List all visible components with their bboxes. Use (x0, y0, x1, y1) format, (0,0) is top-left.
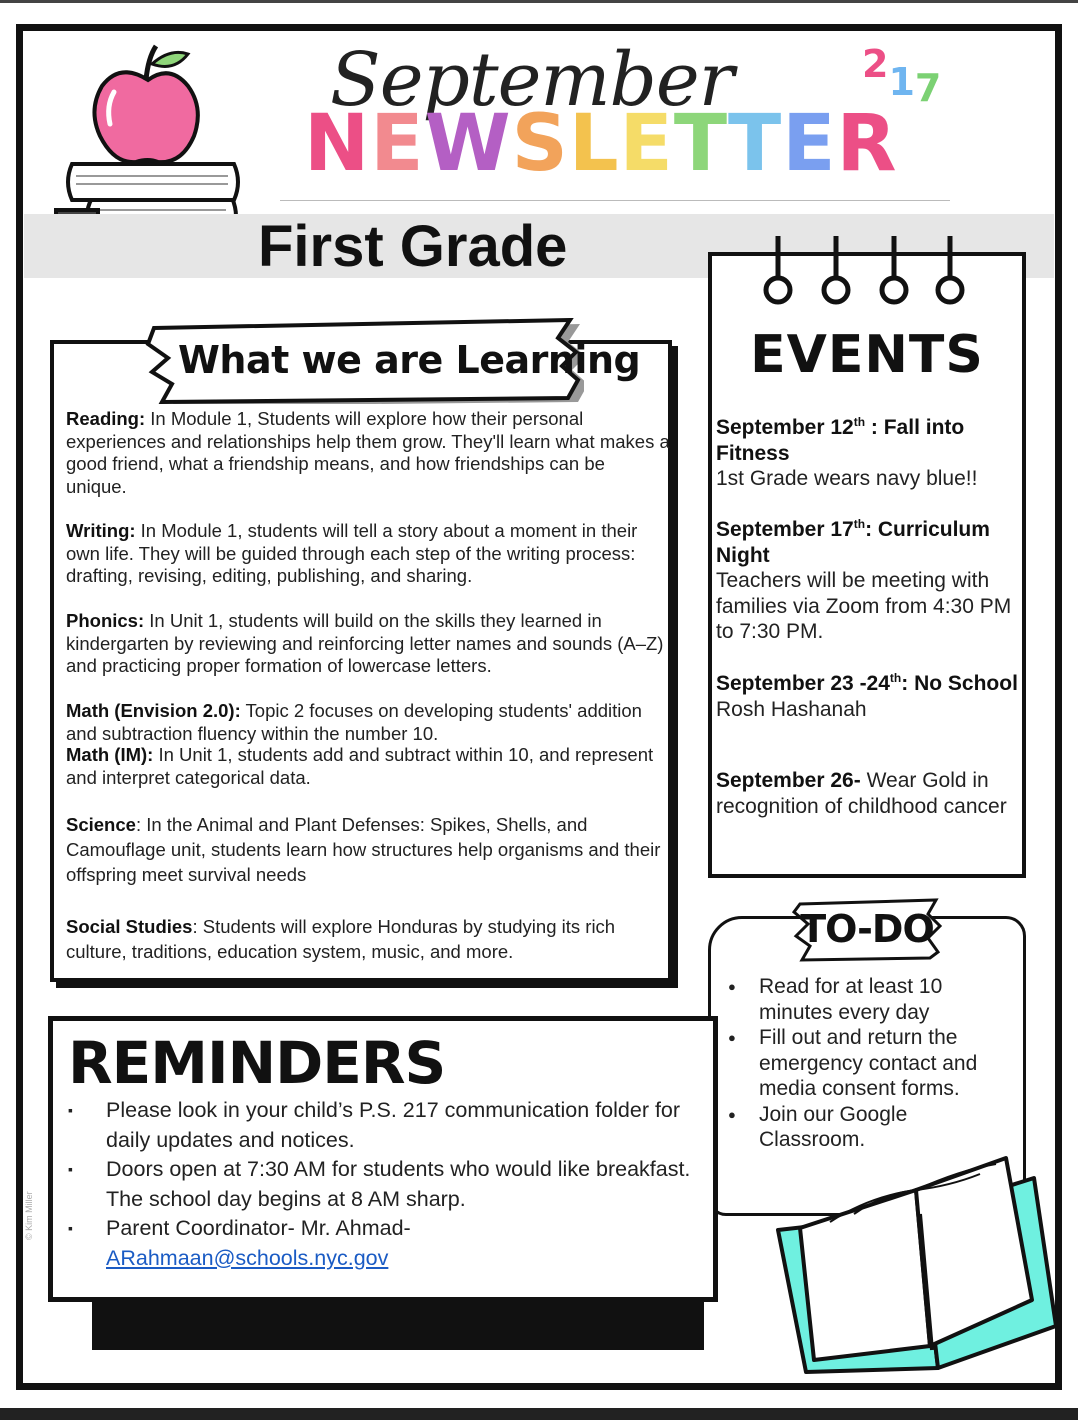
newsletter-letter: N (304, 99, 371, 189)
writing-section (66, 520, 670, 588)
event-item (716, 410, 1018, 492)
script-title: September (330, 37, 734, 123)
writing-text: In Module 1, students will tell a story about a moment in their own life. They will be guided through each step of the writing process: drafting, revising, editing, publishing, and sharing. (66, 520, 638, 586)
badge-digit: 1 (888, 60, 915, 104)
event-date: September 26- (716, 769, 861, 792)
social-studies-text: : Students will explore Honduras by studying its rich culture, traditions, education system, music, and more. (66, 916, 616, 962)
reading-section (66, 408, 670, 498)
badge-digit: 2 (862, 42, 889, 86)
school-number-badge (862, 42, 942, 110)
bottom-edge-bar (0, 1408, 1078, 1420)
newsletter-letter: T (673, 99, 729, 189)
newsletter-letter: E (782, 99, 837, 189)
writing-label: Writing: (66, 520, 136, 541)
event-item (716, 768, 1018, 819)
math-im-section (66, 744, 670, 789)
math-im-text: In Unit 1, students add and subtract within 10, and represent and interpret categorical data. (66, 744, 654, 788)
event-name: : Curriculum Night (716, 518, 990, 567)
event-item (716, 666, 1018, 722)
reminder-item (68, 1214, 708, 1273)
coordinator-email-link[interactable]: ARahmaan@schools.nyc.gov (106, 1245, 389, 1270)
learning-title: What we are Learning (178, 338, 641, 382)
title-divider (280, 200, 950, 201)
math-envision-label: Math (Envision 2.0): (66, 700, 241, 721)
newsletter-letter: R (836, 99, 898, 189)
newsletter-letter: T (728, 99, 783, 189)
event-detail: Wear Gold in recognition of childhood cancer (716, 769, 1007, 818)
event-date: September 17 (716, 518, 854, 541)
event-date: September 12 (716, 416, 854, 439)
event-item (716, 512, 1018, 645)
event-detail: Rosh Hashanah (716, 697, 867, 721)
newsletter-letter: S (511, 99, 569, 189)
event-date-suffix: th (853, 415, 866, 429)
reminders-title: REMINDERS (68, 1029, 446, 1097)
newsletter-letter: W (424, 99, 512, 189)
science-label: Science (66, 814, 136, 835)
event-name: : No School (901, 672, 1018, 695)
phonics-section (66, 610, 670, 678)
todo-title: TO-DO (800, 907, 934, 951)
grade-heading: First Grade (258, 214, 568, 279)
top-edge-line (0, 0, 1078, 3)
coordinator-text: Parent Coordinator- Mr. Ahmad- (106, 1216, 411, 1240)
social-studies-label: Social Studies (66, 916, 193, 937)
math-im-label: Math (IM): (66, 744, 154, 765)
reading-label: Reading: (66, 408, 146, 429)
event-date-suffix: th (889, 671, 902, 685)
newsletter-title (304, 99, 898, 189)
math-envision-section (66, 700, 670, 745)
reminder-item: ▪ Please look in your child’s P.S. 217 communication folder for daily updates and notices. (68, 1096, 708, 1155)
social-studies-section (66, 914, 670, 964)
phonics-label: Phonics: (66, 610, 145, 631)
todo-item: ● Read for at least 10 minutes every day (722, 974, 1012, 1025)
newsletter-letter: E (370, 99, 425, 189)
open-book-icon (770, 1150, 1060, 1380)
phonics-text: In Unit 1, students will build on the skills they learned in kindergarten by reviewing and reinforcing letter names and sounds (A–Z) and practicing proper formation of lowercase letters. (66, 610, 664, 676)
event-detail: 1st Grade wears navy blue!! (716, 467, 978, 490)
newsletter-letter: L (568, 99, 620, 189)
reminders-list (68, 1096, 708, 1273)
event-name: : Fall into Fitness (716, 416, 965, 465)
event-date: September 23 -24 (716, 672, 890, 695)
reading-text: In Module 1, Students will explore how their personal experiences and relationships help them grow. They'll learn what makes a good friend, what a friendship means, and how friendships can be unique. (66, 408, 670, 497)
event-detail: Teachers will be meeting with families via Zoom from 4:30 PM to 7:30 PM. (716, 569, 1012, 643)
todo-item: ● Join our Google Classroom. (722, 1102, 1012, 1153)
reminder-item: ▪ Doors open at 7:30 AM for students who would like breakfast. The school day begins at 8 AM sharp. (68, 1155, 708, 1214)
todo-list (722, 974, 1012, 1153)
events-title: EVENTS (750, 325, 984, 385)
newsletter-letter: E (619, 99, 674, 189)
copyright-watermark: © Kim Miller (24, 1191, 34, 1240)
event-date-suffix: th (853, 517, 866, 531)
science-text: : In the Animal and Plant Defenses: Spikes, Shells, and Camouflage unit, students learn how structures help organisms and their offspring meet survival needs (66, 814, 661, 885)
math-envision-text: Topic 2 focuses on developing students' addition and subtraction fluency within the number 10. (66, 700, 642, 744)
badge-digit: 7 (914, 66, 942, 110)
todo-item: ● Fill out and return the emergency contact and media consent forms. (722, 1025, 1012, 1102)
notepad-rings-icon (752, 232, 992, 312)
reminders-shadow (92, 1294, 704, 1350)
science-section (66, 812, 670, 887)
